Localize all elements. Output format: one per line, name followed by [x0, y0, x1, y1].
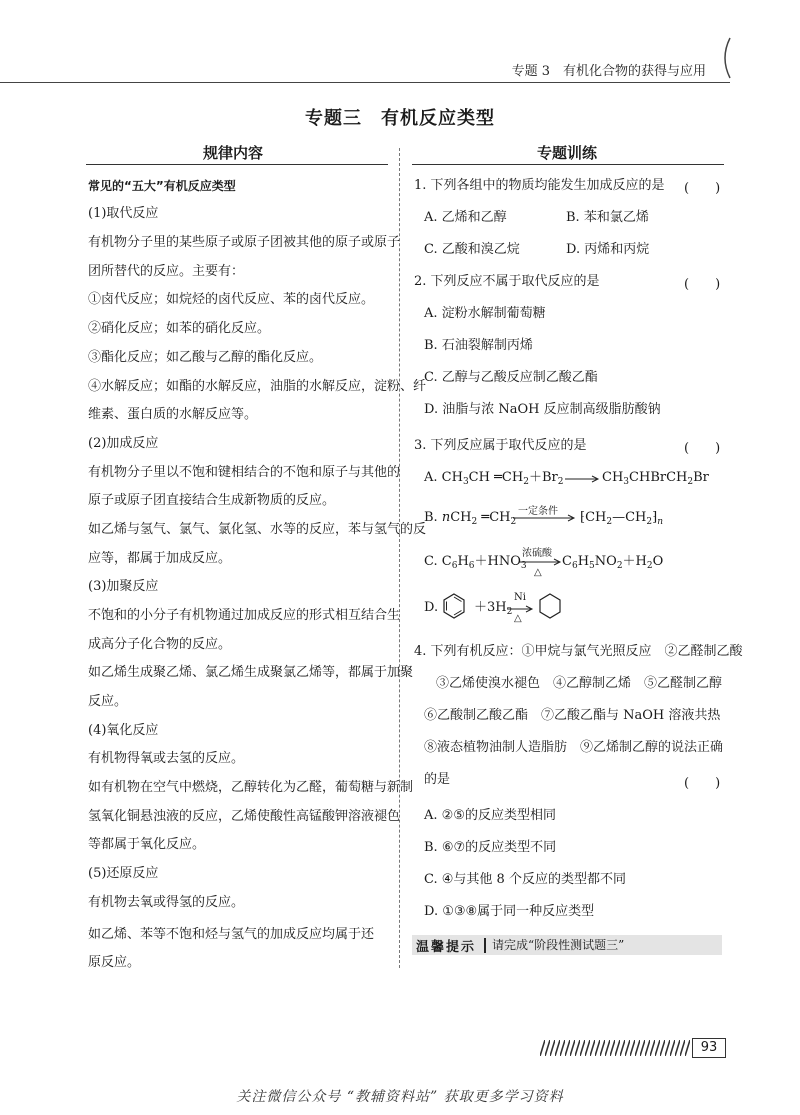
question-2-option-c: C. 乙醇与乙酸反应制乙酸乙酯 — [424, 370, 598, 385]
question-1-option-d: D. 丙烯和丙烷 — [566, 242, 650, 257]
rule-line: 维素、蛋白质的水解反应等。 — [88, 407, 258, 422]
rule-line: 应等，都属于加成反应。 — [88, 551, 232, 566]
rule-line: 如乙烯、苯等不饱和烃与氢气的加成反应均属于还 — [88, 927, 375, 942]
page-number: 93 — [692, 1038, 726, 1058]
rule-line: 等都属于氧化反应。 — [88, 837, 206, 852]
page-title: 专题三 有机反应类型 — [305, 108, 495, 129]
right-column-heading: 专题训练 — [536, 144, 597, 162]
rule-line: 不饱和的小分子有机物通过加成反应的形式相互结合生 — [88, 608, 401, 623]
question-3-stem: 3. 下列反应属于取代反应的是 — [414, 438, 587, 453]
question-4-option-d: D. ①③⑧属于同一种反应类型 — [424, 904, 595, 919]
rule-line: 原子或原子团直接结合生成新物质的反应。 — [88, 493, 336, 508]
rule-line: ②硝化反应；如苯的硝化反应。 — [88, 321, 271, 336]
reaction-condition: 一定条件 — [518, 506, 558, 517]
question-3-option-b: B. nCH$_2$ $═CH_2$ — [424, 510, 517, 527]
rule-line: 成高分子化合物的反应。 — [88, 637, 232, 652]
question-3-option-c: C. $C_6H_6+HNO_3$ — [424, 554, 527, 571]
question-2-stem: 2. 下列反应不属于取代反应的是 — [414, 274, 600, 289]
question-1-stem: 1. 下列各组中的物质均能发生加成反应的是 — [414, 178, 665, 193]
rule-line: ①卤代反应；如烷烃的卤代反应、苯的卤代反应。 — [88, 292, 375, 307]
question-1-option-c: C. 乙酸和溴乙烷 — [424, 242, 520, 257]
question-4-line: ⑥乙酸制乙酸乙酯 ⑦乙酸乙酯与 NaOH 溶液共热 — [424, 708, 721, 723]
question-1-option-b: B. 苯和氯乙烯 — [566, 210, 649, 225]
question-3-option-b-product: $⁅CH_2—CH_2⁆_n$ — [580, 510, 663, 527]
question-2-option-d: D. 油脂与浓 NaOH 反应制高级脂肪酸钠 — [424, 402, 661, 417]
reaction-arrow — [564, 470, 600, 486]
tip-text: 请完成“阶段性测试题三” — [492, 938, 625, 952]
rule-line: (4)氧化反应 — [88, 723, 159, 738]
reaction-condition: 浓硫酸 — [522, 548, 552, 559]
reaction-condition: △ — [514, 613, 522, 624]
reaction-arrow — [512, 512, 576, 524]
question-4-line: ⑧液态植物油制人造脂肪 ⑨乙烯制乙醇的说法正确 — [424, 740, 724, 755]
rule-line: (1)取代反应 — [88, 206, 159, 221]
header-rule — [0, 82, 730, 83]
answer-bracket: ( ) — [684, 776, 721, 791]
reaction-condition: Ni — [514, 592, 526, 603]
footer-hatch-decoration — [540, 1040, 690, 1056]
rule-line: 有机物分子里的某些原子或原子团被其他的原子或原子 — [88, 235, 401, 250]
rule-line: (2)加成反应 — [88, 436, 159, 451]
benzene-ring-icon — [440, 592, 468, 620]
intro-heading: 常见的“五大”有机反应类型 — [88, 179, 236, 193]
rule-line: 有机物得氧或去氢的反应。 — [88, 751, 245, 766]
rule-line: 反应。 — [88, 694, 128, 709]
cyclohexane-ring-icon — [536, 592, 564, 620]
question-4-line: 4. 下列有机反应：①甲烷与氯气光照反应 ②乙醛制乙酸 — [414, 644, 743, 659]
question-3-option-c-product: $C_6H_5NO_2+H_2O$ — [562, 554, 664, 571]
footer-note: 关注微信公众号 “教辅资料站” 获取更多学习资料 — [236, 1089, 564, 1105]
right-heading-rule — [412, 164, 724, 165]
rule-line: ③酯化反应；如乙酸与乙醇的酯化反应。 — [88, 350, 323, 365]
question-3-option-a: A. $CH_3CH$ $═CH_2+Br_2$ — [424, 470, 564, 487]
question-4-option-b: B. ⑥⑦的反应类型不同 — [424, 840, 557, 855]
answer-bracket: ( ) — [684, 441, 721, 456]
running-header: 专题 3 有机化合物的获得与应用 — [511, 64, 706, 79]
rule-line: ④水解反应；如酯的水解反应，油脂的水解反应，淀粉、纤 — [88, 379, 427, 394]
question-3-option-a-product: $CH_3CHBrCH_2Br$ — [602, 470, 709, 487]
rule-line: 原反应。 — [88, 955, 141, 970]
answer-bracket: ( ) — [684, 181, 721, 196]
column-divider — [399, 148, 400, 968]
question-3-option-d: D. — [424, 600, 439, 615]
question-3-option-d-reagent: $+3H_2$ — [474, 600, 513, 617]
rule-line: 如乙烯生成聚乙烯、氯乙烯生成聚氯乙烯等，都属于加聚 — [88, 665, 414, 680]
question-1-option-a: A. 乙烯和乙醇 — [424, 210, 507, 225]
question-2-option-b: B. 石油裂解制丙烯 — [424, 338, 533, 353]
reaction-condition: △ — [534, 567, 542, 578]
question-4-line: 的是 — [424, 772, 451, 787]
rule-line: (3)加聚反应 — [88, 579, 159, 594]
question-4-line: ③乙烯使溴水褪色 ④乙醇制乙烯 ⑤乙醛制乙醇 — [436, 676, 723, 691]
rule-line: (5)还原反应 — [88, 866, 159, 881]
header-bracket-decoration — [716, 36, 738, 80]
left-column-heading: 规律内容 — [202, 144, 263, 162]
rule-line: 如有机物在空气中燃烧，乙醇转化为乙醛，葡萄糖与新制 — [88, 780, 414, 795]
answer-bracket: ( ) — [684, 277, 721, 292]
question-4-option-c: C. ④与其他 8 个反应的类型都不同 — [424, 872, 626, 887]
rule-line: 如乙烯与氢气、氯气、氯化氢、水等的反应，苯与氢气的反 — [88, 522, 427, 537]
question-4-option-a: A. ②⑤的反应类型相同 — [424, 808, 556, 823]
rule-line: 有机物分子里以不饱和键相结合的不饱和原子与其他的 — [88, 465, 401, 480]
rule-line: 团所替代的反应。主要有： — [88, 264, 245, 279]
tip-separator — [484, 938, 486, 953]
tip-label: 温馨提示 — [416, 940, 477, 955]
rule-line: 有机物去氧或得氢的反应。 — [88, 895, 245, 910]
question-2-option-a: A. 淀粉水解制葡萄糖 — [424, 306, 546, 321]
rule-line: 氢氧化铜悬浊液的反应，乙烯使酸性高锰酸钾溶液褪色 — [88, 809, 401, 824]
left-heading-rule — [86, 164, 388, 165]
